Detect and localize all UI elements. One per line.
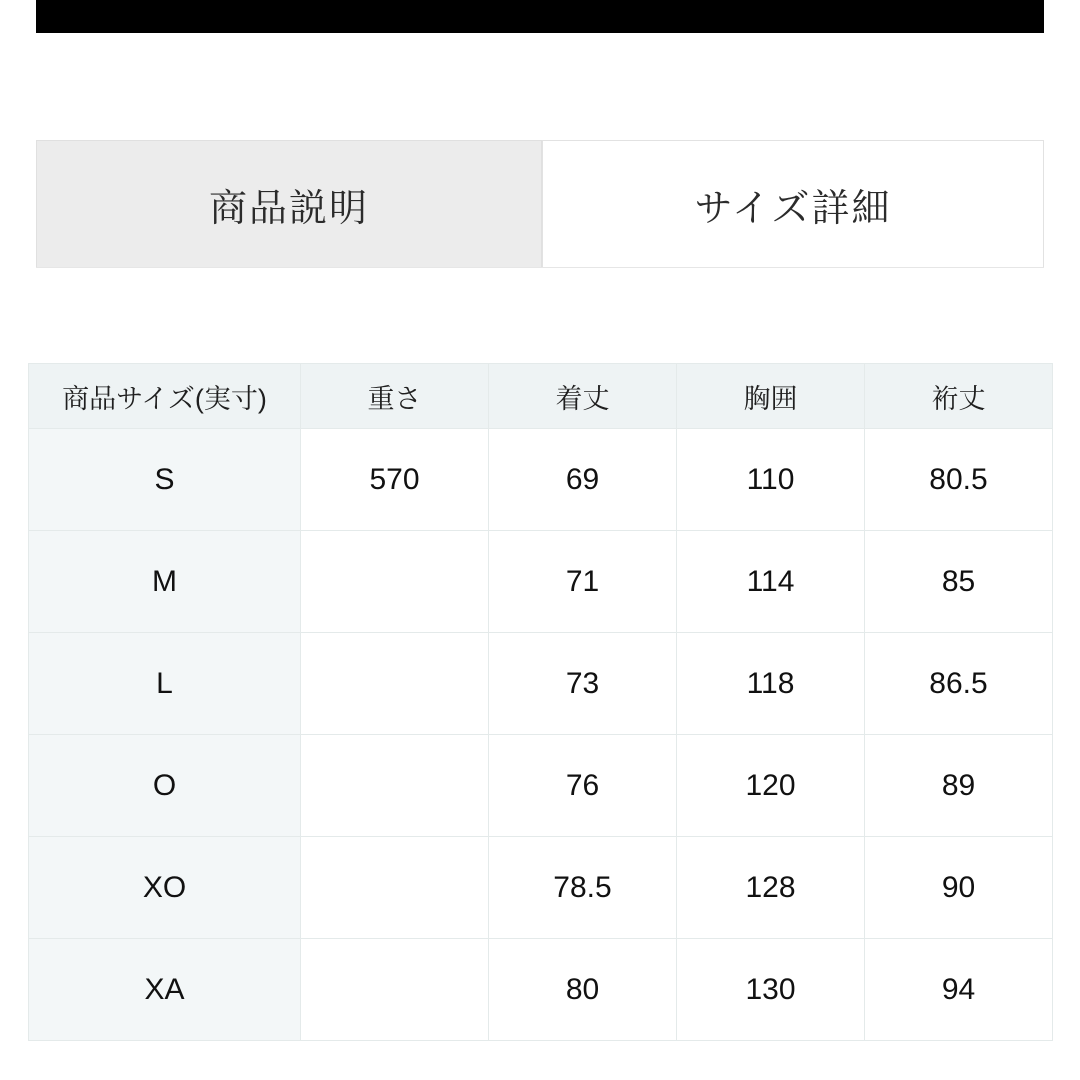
tab-underline-gap-right (1044, 267, 1080, 268)
tab-underline-gap-left (0, 267, 36, 268)
cell-sleeve: 86.5 (865, 633, 1053, 735)
cell-weight (301, 531, 489, 633)
top-black-bar (36, 0, 1044, 33)
cell-length: 71 (489, 531, 677, 633)
table-row (29, 531, 1053, 633)
cell-length: 69 (489, 429, 677, 531)
table-header-length: 着丈 (489, 364, 677, 429)
cell-length: 78.5 (489, 837, 677, 939)
table-row (29, 633, 1053, 735)
table-header-size: 商品サイズ(実寸) (29, 364, 301, 429)
cell-length: 76 (489, 735, 677, 837)
cell-weight: 570 (301, 429, 489, 531)
table-header-sleeve: 裄丈 (865, 364, 1053, 429)
table-header-row (29, 364, 1053, 429)
cell-chest: 114 (677, 531, 865, 633)
table-header-chest: 胸囲 (677, 364, 865, 429)
cell-length: 80 (489, 939, 677, 1041)
table-row (29, 735, 1053, 837)
tab-product-description[interactable]: 商品説明 (36, 140, 542, 268)
cell-chest: 120 (677, 735, 865, 837)
cell-sleeve: 94 (865, 939, 1053, 1041)
cell-chest: 130 (677, 939, 865, 1041)
cell-weight (301, 735, 489, 837)
cell-sleeve: 80.5 (865, 429, 1053, 531)
table-row (29, 429, 1053, 531)
cell-size: L (29, 633, 301, 735)
cell-size: M (29, 531, 301, 633)
cell-chest: 110 (677, 429, 865, 531)
tab-size-details[interactable]: サイズ詳細 (542, 140, 1044, 268)
cell-length: 73 (489, 633, 677, 735)
cell-chest: 128 (677, 837, 865, 939)
table-row (29, 939, 1053, 1041)
size-table (28, 363, 1053, 1041)
cell-weight (301, 837, 489, 939)
tab-bar (0, 140, 1080, 268)
tab-underline (0, 267, 1080, 268)
cell-size: XA (29, 939, 301, 1041)
cell-size: XO (29, 837, 301, 939)
cell-sleeve: 85 (865, 531, 1053, 633)
cell-weight (301, 939, 489, 1041)
cell-size: S (29, 429, 301, 531)
table-row (29, 837, 1053, 939)
cell-sleeve: 90 (865, 837, 1053, 939)
cell-chest: 118 (677, 633, 865, 735)
cell-weight (301, 633, 489, 735)
cell-sleeve: 89 (865, 735, 1053, 837)
cell-size: O (29, 735, 301, 837)
table-header-weight: 重さ (301, 364, 489, 429)
